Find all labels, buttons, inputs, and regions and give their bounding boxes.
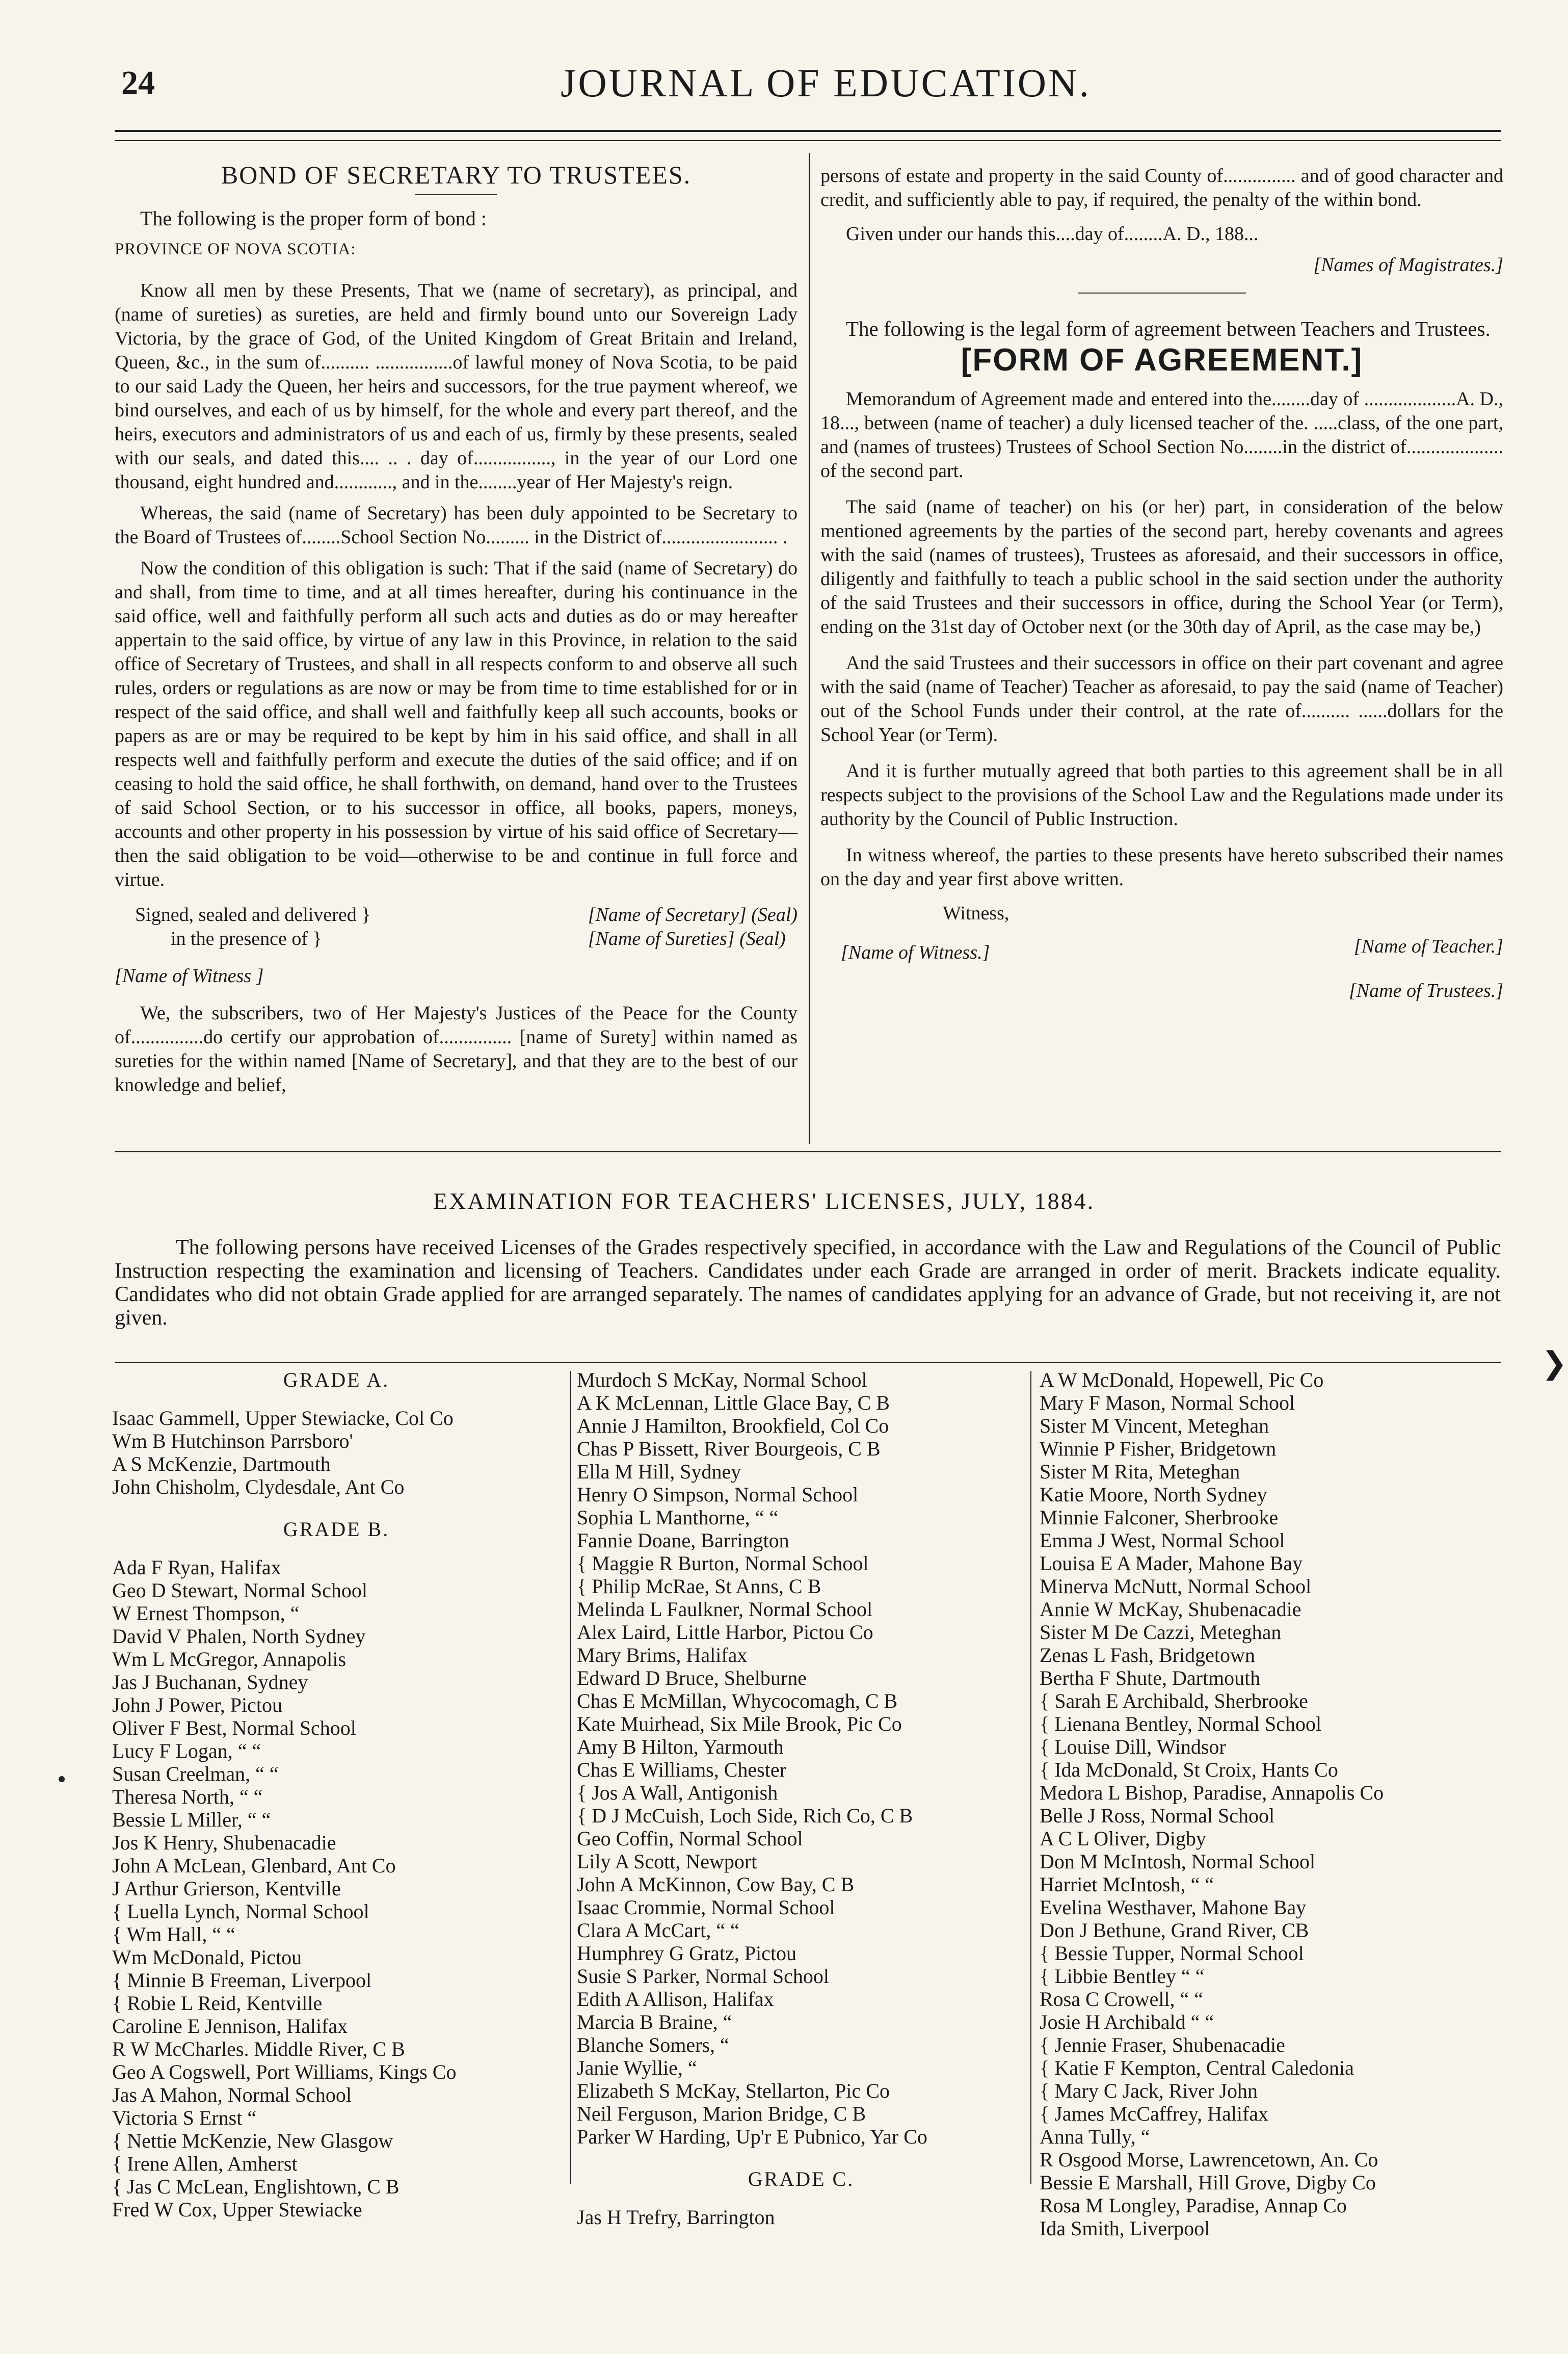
- list-item: Edward D Bruce, Shelburne: [577, 1667, 807, 1689]
- list-item: { Mary C Jack, River John: [1040, 2079, 1258, 2102]
- list-item: Ida Smith, Liverpool: [1040, 2217, 1210, 2240]
- bond-continuation: persons of estate and property in the said County of............... and of good character and credit, and sufficiently able to pay, if required, the penalty of the within bond.: [820, 165, 1503, 210]
- bond-heading: BOND OF SECRETARY TO TRUSTEES.: [221, 161, 692, 189]
- list-item: Geo Coffin, Normal School: [577, 1827, 803, 1850]
- list-item: Oliver F Best, Normal School: [112, 1716, 356, 1739]
- stray-dot: [59, 1776, 65, 1782]
- list-item: Humphrey G Gratz, Pictou: [577, 1942, 797, 1965]
- list-item: Kate Muirhead, Six Mile Brook, Pic Co: [577, 1712, 902, 1735]
- list-item: Minerva McNutt, Normal School: [1040, 1575, 1312, 1598]
- list-item: { Irene Allen, Amherst: [112, 2152, 298, 2175]
- page-number: 24: [121, 64, 155, 101]
- list-item: Chas E Williams, Chester: [577, 1758, 786, 1781]
- list-item: J Arthur Grierson, Kentville: [112, 1877, 341, 1900]
- agreement-signatures: [820, 935, 1503, 965]
- signed-line-1: Signed, sealed and delivered }: [135, 904, 371, 925]
- column-divider: [809, 153, 810, 1144]
- list-item: Jas H Trefry, Barrington: [577, 2206, 775, 2229]
- list-item: Wm L McGregor, Annapolis: [112, 1648, 347, 1671]
- list-item: { Luella Lynch, Normal School: [112, 1900, 369, 1923]
- exam-intro-text: The following persons have received Licenses of the Grades respectively specified, in accordance with the Law and Regulations of the Council of Public Instruction respecting the examination and licensing of Teachers. Candidates under each Grade are arranged in order of merit. Brackets indicate equality. Candidates who did not obtain Grade applied for are arranged separately. The names of candidates applying for an advance of Grade, but not receiving it, are not given.: [115, 1236, 1501, 1330]
- list-item: Alex Laird, Little Harbor, Pictou Co: [577, 1621, 873, 1644]
- signed-label: [115, 903, 370, 951]
- grade-column-1: [112, 1368, 561, 2221]
- list-item: Isaac Crommie, Normal School: [577, 1896, 835, 1919]
- list-item: { Robie L Reid, Kentville: [112, 1992, 323, 2015]
- grade-divider-2: [1030, 1371, 1031, 2184]
- list-item: { Lienana Bentley, Normal School: [1040, 1712, 1322, 1735]
- list-item: Medora L Bishop, Paradise, Annapolis Co: [1040, 1781, 1384, 1804]
- list-item: { Bessie Tupper, Normal School: [1040, 1942, 1304, 1965]
- list-item: Zenas L Fash, Bridgetown: [1040, 1644, 1255, 1667]
- list-item: { Sarah E Archibald, Sherbrooke: [1040, 1689, 1308, 1712]
- bond-heading-rule: [415, 194, 497, 195]
- list-item: Anna Tully, “: [1040, 2125, 1150, 2148]
- teacher-name: [Name of Teacher.]: [1353, 936, 1503, 957]
- agreement-intro: The following is the legal form of agreement between Teachers and Trustees.: [846, 317, 1491, 340]
- list-item: John Chisholm, Clydesdale, Ant Co: [112, 1475, 405, 1498]
- list-item: Henry O Simpson, Normal School: [577, 1483, 859, 1506]
- list-item: John A McKinnon, Cow Bay, C B: [577, 1873, 855, 1896]
- agreement-paragraph-4: In witness whereof, the parties to these presents have hereto subscribed their names on the day and year first above written.: [820, 844, 1503, 890]
- trustees-name: [Name of Trustees.]: [1349, 980, 1503, 1001]
- header-rule-bottom: [115, 140, 1501, 141]
- list-item: Susie S Parker, Normal School: [577, 1965, 830, 1988]
- seal-names: [588, 903, 798, 951]
- grade-c-list-2: [577, 2206, 1025, 2229]
- agreement-witness: Witness,: [943, 903, 1009, 924]
- list-item: Parker W Harding, Up'r E Pubnico, Yar Co: [577, 2125, 927, 2148]
- list-item: { Jos A Wall, Antigonish: [577, 1781, 778, 1804]
- list-item: { Louise Dill, Windsor: [1040, 1735, 1226, 1758]
- list-item: Winnie P Fisher, Bridgetown: [1040, 1437, 1277, 1460]
- list-item: Murdoch S McKay, Normal School: [577, 1368, 867, 1391]
- list-item: Sister M Vincent, Meteghan: [1040, 1414, 1269, 1437]
- grade-divider-1: [570, 1371, 571, 2184]
- grade-a-heading: GRADE A.: [283, 1368, 390, 1391]
- list-item: Josie H Archibald “ “: [1040, 2011, 1214, 2033]
- list-item: Amy B Hilton, Yarmouth: [577, 1735, 784, 1758]
- journal-title: JOURNAL OF EDUCATION.: [561, 61, 1091, 105]
- list-item: Rosa C Crowell, “ “: [1040, 1988, 1204, 2011]
- list-item: { Wm Hall, “ “: [112, 1923, 235, 1946]
- grade-c-list-3: [1040, 1368, 1498, 2240]
- list-item: Mary F Mason, Normal School: [1040, 1391, 1295, 1414]
- list-item: Ada F Ryan, Halifax: [112, 1556, 281, 1579]
- list-item: Annie W McKay, Shubenacadie: [1040, 1598, 1301, 1621]
- list-item: Ella M Hill, Sydney: [577, 1460, 741, 1483]
- grade-column-3: [1040, 1368, 1498, 2240]
- list-item: { Nettie McKenzie, New Glasgow: [112, 2129, 393, 2152]
- list-item: Sister M De Cazzi, Meteghan: [1040, 1621, 1282, 1644]
- list-item: Jas J Buchanan, Sydney: [112, 1671, 308, 1694]
- list-item: Minnie Falconer, Sherbrooke: [1040, 1506, 1279, 1529]
- list-item: Neil Ferguson, Marion Bridge, C B: [577, 2102, 866, 2125]
- signed-line-2: in the presence of }: [171, 928, 322, 949]
- agreement-heading: [FORM OF AGREEMENT.]: [961, 342, 1363, 378]
- list-item: { Jennie Fraser, Shubenacadie: [1040, 2033, 1285, 2056]
- bond-paragraph-2: Whereas, the said (name of Secretary) has been duly appointed to be Secretary to the Board of Trustees of........School Section No......... in the District of........................ .: [115, 502, 798, 548]
- sureties-seal: [Name of Sureties] (Seal): [588, 928, 786, 949]
- list-item: { James McCaffrey, Halifax: [1040, 2102, 1269, 2125]
- province-label: PROVINCE OF NOVA SCOTIA:: [115, 240, 356, 258]
- exam-intro: [115, 1236, 1501, 1330]
- list-item: Marcia B Braine, “: [577, 2011, 732, 2033]
- exam-title: EXAMINATION FOR TEACHERS' LICENSES, JULY, 1884.: [433, 1188, 1095, 1214]
- list-item: Belle J Ross, Normal School: [1040, 1804, 1275, 1827]
- list-item: { D J McCuish, Loch Side, Rich Co, C B: [577, 1804, 913, 1827]
- agreement-separator: [1078, 293, 1246, 294]
- list-item: Janie Wyllie, “: [577, 2056, 697, 2079]
- list-item: Theresa North, “ “: [112, 1785, 263, 1808]
- list-item: Isaac Gammell, Upper Stewiacke, Col Co: [112, 1407, 454, 1430]
- list-item: Jas A Mahon, Normal School: [112, 2083, 352, 2106]
- list-item: Blanche Somers, “: [577, 2033, 729, 2056]
- list-item: Emma J West, Normal School: [1040, 1529, 1285, 1552]
- list-item: Chas E McMillan, Whycocomagh, C B: [577, 1689, 898, 1712]
- list-item: { Libbie Bentley “ “: [1040, 1965, 1205, 1988]
- list-item: Clara A McCart, “ “: [577, 1919, 739, 1942]
- list-item: Melinda L Faulkner, Normal School: [577, 1598, 873, 1621]
- grade-column-2: [577, 1368, 1025, 2229]
- agreement-section: [820, 164, 1503, 1003]
- magistrates-signature: [Names of Magistrates.]: [1313, 254, 1503, 276]
- justices-paragraph: We, the subscribers, two of Her Majesty's Justices of the Peace for the County of...............do certify our approbation of............... [name of Surety] within named as sureties for the within named [Name of Secretary], and that they are to the best of our knowledge and belief,: [115, 1002, 798, 1096]
- list-item: Mary Brims, Halifax: [577, 1644, 748, 1667]
- list-item: Fannie Doane, Barrington: [577, 1529, 789, 1552]
- grade-b-heading: GRADE B.: [283, 1518, 390, 1541]
- list-item: Wm B Hutchinson Parrsboro': [112, 1430, 353, 1452]
- list-item: Don M McIntosh, Normal School: [1040, 1850, 1316, 1873]
- list-item: { Katie F Kempton, Central Caledonia: [1040, 2056, 1354, 2079]
- list-item: Louisa E A Mader, Mahone Bay: [1040, 1552, 1303, 1575]
- list-item: Lucy F Logan, “ “: [112, 1739, 261, 1762]
- list-item: Bessie L Miller, “ “: [112, 1808, 271, 1831]
- list-item: Don J Bethune, Grand River, CB: [1040, 1919, 1309, 1942]
- list-item: Harriet McIntosh, “ “: [1040, 1873, 1214, 1896]
- list-item: John A McLean, Glenbard, Ant Co: [112, 1854, 396, 1877]
- list-item: A S McKenzie, Dartmouth: [112, 1452, 331, 1475]
- list-item: W Ernest Thompson, “: [112, 1602, 300, 1625]
- agreement-paragraph-2: And the said Trustees and their successors in office on their part covenant and agree with the said (name of Teacher) Teacher as aforesaid, to pay the said (name of Teacher) out of the School Funds under their control, at the rate of.......... ......dollars for the School Year (or Term).: [820, 652, 1503, 746]
- agreement-paragraph-1: The said (name of teacher) on his (or her) part, in consideration of the below mentioned agreements by the parties of the second part, hereby covenants and agrees with the said (names of trustees), Trustees as aforesaid, and their successors in office, diligently and faithfully to teach a public school in the said section under the authority of the said Trustees and their successors in office, during the School Year (or Term), ending on the 31st day of October next (or the 30th day of April, as the case may be,): [820, 496, 1503, 638]
- list-item: { Minnie B Freeman, Liverpool: [112, 1969, 372, 1992]
- list-item: Susan Creelman, “ “: [112, 1762, 279, 1785]
- agreement-paragraph-3: And it is further mutually agreed that both parties to this agreement shall be in all respects subject to the provisions of the School Law and the Regulations made under its authority by the Council of Public Instruction.: [820, 760, 1503, 830]
- list-item: Geo A Cogswell, Port Williams, Kings Co: [112, 2060, 457, 2083]
- list-item: Rosa M Longley, Paradise, Annap Co: [1040, 2194, 1347, 2217]
- bond-paragraph-3: Now the condition of this obligation is such: That if the said (name of Secretary) do and shall, from time to time, and at all times hereafter, during his continuance in the said office, well and faithfully perform all such acts and duties as do or may hereafter appertain to the said office, by virtue of any law in this Province, in relation to the said office of Secretary of Trustees, and shall in all respects conform to and observe all such rules, orders or regulations as are now or may be from time to time established for or in respect of the said office, and shall well and faithfully keep all such accounts, books or papers as are or may be required to be kept by him in his said office, and shall in all respects well and faithfully perform and execute the duties of the said office; and if on ceasing to hold the said office, he shall forthwith, on demand, hand over to the Trustees of said School Section, or to his successor in office, all books, papers, moneys, accounts and other property in his possession by virtue of his said office of Secretary—then the said obligation to be void—otherwise to be and continue in full force and virtue.: [115, 558, 798, 890]
- given-under-hands: Given under our hands this....day of........A. D., 188...: [846, 223, 1259, 245]
- list-item: Elizabeth S McKay, Stellarton, Pic Co: [577, 2079, 890, 2102]
- list-item: A C L Oliver, Digby: [1040, 1827, 1206, 1850]
- list-item: Geo D Stewart, Normal School: [112, 1579, 368, 1602]
- list-item: Sister M Rita, Meteghan: [1040, 1460, 1240, 1483]
- section-rule: [115, 1151, 1501, 1152]
- grade-b-list-2: [577, 1368, 1025, 2148]
- list-item: Jos K Henry, Shubenacadie: [112, 1831, 336, 1854]
- list-item: { Ida McDonald, St Croix, Hants Co: [1040, 1758, 1338, 1781]
- agreement-witness-name: [Name of Witness.]: [841, 942, 990, 963]
- bond-section: [115, 163, 798, 1104]
- margin-mark: ❯: [1542, 1346, 1567, 1380]
- header-rule-top: [115, 130, 1501, 132]
- list-item: Fred W Cox, Upper Stewiacke: [112, 2198, 362, 2221]
- list-item: Sophia L Manthorne, “ “: [577, 1506, 779, 1529]
- list-item: Bertha F Shute, Dartmouth: [1040, 1667, 1261, 1689]
- grade-c-heading: GRADE C.: [748, 2167, 855, 2190]
- list-item: Katie Moore, North Sydney: [1040, 1483, 1267, 1506]
- list-item: Annie J Hamilton, Brookfield, Col Co: [577, 1414, 889, 1437]
- secretary-seal: [Name of Secretary] (Seal): [588, 904, 798, 925]
- exam-rule: [115, 1362, 1501, 1363]
- list-item: Wm McDonald, Pictou: [112, 1946, 302, 1969]
- list-item: John J Power, Pictou: [112, 1694, 282, 1716]
- list-item: { Jas C McLean, Englishtown, C B: [112, 2175, 400, 2198]
- list-item: Caroline E Jennison, Halifax: [112, 2015, 348, 2038]
- bond-paragraph-1: Know all men by these Presents, That we (name of secretary), as principal, and (name of sureties) as sureties, are held and firmly bound unto our Sovereign Lady Victoria, by the grace of God, of the United Kingdom of Great Britain and Ireland, Queen, &c., in the sum of.......... ................of lawful money of Nova Scotia, to be paid to our said Lady the Queen, her heirs and successors, for the true payment whereof, we bind ourselves, and each of us by himself, for the whole and every part thereof, and the heirs, executors and administrators of us and each of us, firmly by these presents, sealed with our seals, and dated this.... .. . day of................, in the year of our Lord one thousand, eight hundred and............, and in the........year of Her Majesty's reign.: [115, 280, 798, 493]
- list-item: { Maggie R Burton, Normal School: [577, 1552, 869, 1575]
- agreement-memorandum: Memorandum of Agreement made and entered into the........day of ...................A. D., 18..., between (name of teacher) a duly licensed teacher of the. .....class, of the one part, and (names of trustees) Trustees of School Section No........in the district of.................... of the second part.: [820, 388, 1503, 482]
- list-item: Victoria S Ernst “: [112, 2106, 257, 2129]
- list-item: Edith A Allison, Halifax: [577, 1988, 774, 2011]
- list-item: Chas P Bissett, River Bourgeois, C B: [577, 1437, 881, 1460]
- list-item: A K McLennan, Little Glace Bay, C B: [577, 1391, 890, 1414]
- list-item: Bessie E Marshall, Hill Grove, Digby Co: [1040, 2171, 1376, 2194]
- list-item: Lily A Scott, Newport: [577, 1850, 757, 1873]
- list-item: { Philip McRae, St Anns, C B: [577, 1575, 821, 1598]
- list-item: A W McDonald, Hopewell, Pic Co: [1040, 1368, 1324, 1391]
- bond-signature-block: [115, 903, 798, 951]
- bond-witness: [Name of Witness ]: [115, 965, 264, 987]
- list-item: R W McCharles. Middle River, C B: [112, 2038, 405, 2060]
- list-item: R Osgood Morse, Lawrencetown, An. Co: [1040, 2148, 1378, 2171]
- grade-b-list-1: [112, 1556, 561, 2221]
- bond-intro: The following is the proper form of bond :: [140, 207, 487, 230]
- grade-a-list: [112, 1407, 561, 1498]
- list-item: Evelina Westhaver, Mahone Bay: [1040, 1896, 1307, 1919]
- list-item: David V Phalen, North Sydney: [112, 1625, 366, 1648]
